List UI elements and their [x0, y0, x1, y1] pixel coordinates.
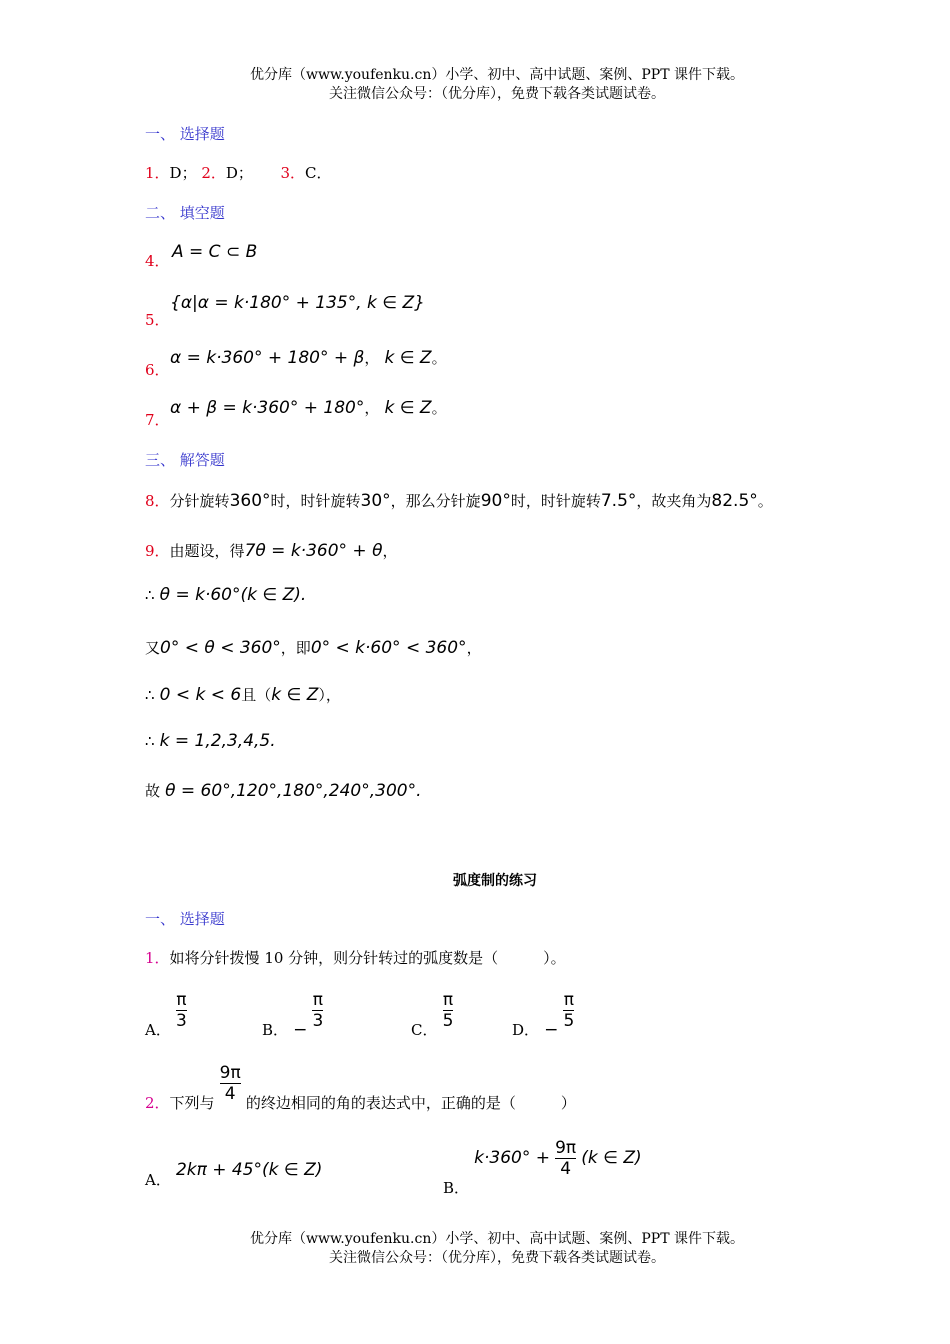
math: 90° [480, 491, 511, 511]
math: k·360° + [474, 1148, 550, 1168]
answer-value: D； [225, 164, 253, 182]
answer-value: C． [305, 164, 332, 182]
fraction-numerator: π [442, 990, 454, 1010]
option-c[interactable] [411, 990, 453, 1040]
fraction [555, 1138, 576, 1179]
answer-7-math-2: k ∈ Z [384, 398, 432, 418]
answer-7-math: α + β = k·360° + 180° [170, 398, 365, 418]
footer-line-2: 关注微信公众号：（优分库），免费下载各类试题试卷。 [329, 1250, 665, 1266]
question-number: 4． [145, 252, 170, 270]
text: ， [466, 639, 482, 657]
answers-choice [145, 162, 332, 183]
question-number: 2． [145, 1094, 170, 1112]
question-number: 7． [145, 411, 170, 429]
fraction [563, 990, 574, 1031]
answer-5-math: {α|α = k·180° + 135°, k ∈ Z} [170, 293, 425, 313]
answer-6 [170, 347, 447, 368]
math: 30° [360, 491, 391, 511]
text: 下列与 [169, 1094, 215, 1112]
end-mark: 。 [431, 399, 447, 417]
text: 分针旋转 [169, 492, 230, 510]
answer-8 [145, 490, 773, 511]
option-label: A． [145, 1171, 171, 1189]
separator: ， [364, 399, 380, 417]
option-a[interactable] [145, 990, 187, 1040]
math: θ = 60°,120°,180°,240°,300°. [165, 781, 422, 801]
answer-number: 1． [145, 164, 170, 182]
fraction-denominator: 4 [224, 1084, 236, 1104]
page-title: 弧度制的练习 [453, 873, 537, 889]
step-5 [145, 780, 422, 801]
fraction [312, 990, 323, 1031]
math: 7.5° [600, 491, 637, 511]
option-label: C． [411, 1021, 438, 1039]
question-number: 8． [145, 492, 170, 510]
answer-6-math-2: k ∈ Z [384, 348, 432, 368]
text: 由题设，得 [169, 542, 245, 560]
header-line-1: 优分库（www.youfenku.cn）小学、初中、高中试题、案例、PPT 课件下载。 [249, 67, 744, 83]
math: 2kπ + 45°(k ∈ Z) [175, 1160, 323, 1180]
question-2 [145, 1063, 576, 1113]
fraction-numerator: π [312, 990, 323, 1010]
fraction-denominator: 3 [312, 1011, 324, 1031]
text: ）， [318, 686, 341, 704]
text: 故 [145, 782, 161, 800]
step-3 [145, 684, 341, 705]
math: 0° < θ < 360° [160, 638, 281, 658]
math: k ∈ Z [271, 685, 319, 705]
footer-line-1: 优分库（www.youfenku.cn）小学、初中、高中试题、案例、PPT 课件下载。 [249, 1231, 744, 1247]
fraction-numerator: 9π [219, 1063, 241, 1083]
minus-sign: − [544, 1020, 559, 1040]
math: 0 < k < 6 [159, 685, 242, 705]
option-d[interactable] [512, 990, 574, 1040]
end-mark: 。 [431, 349, 447, 367]
question-number: 5． [145, 311, 170, 329]
text: ，即 [280, 639, 311, 657]
question-1 [145, 947, 566, 968]
text: ， [382, 542, 398, 560]
math: (k ∈ Z) [581, 1148, 642, 1168]
math: 360° [229, 491, 271, 511]
question-number: 6． [145, 361, 170, 379]
section-heading-choice-2: 一、 选择题 [145, 910, 225, 928]
fraction-denominator: 4 [560, 1159, 572, 1179]
separator: ， [364, 349, 380, 367]
step-1 [145, 585, 306, 605]
question-text: 如将分针拨慢 10 分钟，则分针转过的弧度数是（ ）。 [169, 949, 566, 967]
math: 7θ = k·360° + θ [244, 541, 383, 561]
math: k = 1,2,3,4,5. [159, 731, 276, 751]
answer-9 [145, 540, 398, 561]
question-number: 1． [145, 949, 170, 967]
therefore-symbol: ∴ [145, 586, 155, 604]
option-label: B． [262, 1021, 289, 1039]
option-label: D． [512, 1021, 540, 1039]
fraction-numerator: 9π [555, 1138, 577, 1158]
minus-sign: − [293, 1020, 308, 1040]
math: 82.5° [711, 491, 758, 511]
q2-option-b[interactable] [443, 1138, 642, 1198]
fraction-numerator: π [176, 990, 187, 1010]
option-label: A． [145, 1021, 171, 1039]
text: 又 [145, 639, 161, 657]
answer-7 [170, 397, 447, 418]
answer-6-math: α = k·360° + 180° + β [170, 348, 365, 368]
option-label: B． [443, 1179, 470, 1197]
math: θ = k·60°(k ∈ Z). [159, 585, 307, 605]
text: ，故夹角为 [636, 492, 712, 510]
fraction [220, 1063, 241, 1104]
header-line-2: 关注微信公众号：（优分库），免费下载各类试题试卷。 [329, 86, 665, 102]
fraction [176, 990, 187, 1031]
therefore-symbol: ∴ [145, 732, 155, 750]
fraction-denominator: 3 [175, 1011, 187, 1031]
fraction [443, 990, 454, 1031]
math: 0° < k·60° < 360° [310, 638, 467, 658]
step-2 [145, 637, 482, 658]
question-number: 9． [145, 542, 170, 560]
text: 。 [757, 492, 773, 510]
step-4 [145, 731, 276, 751]
text: 且（ [241, 686, 272, 704]
text: 时，时针旋转 [270, 492, 361, 510]
question-text: 的终边相同的角的表达式中，正确的是（ ） [245, 1094, 576, 1112]
answer-number: 3． [280, 164, 306, 182]
section-heading-solve: 三、 解答题 [145, 451, 225, 469]
fraction-denominator: 5 [563, 1011, 575, 1031]
option-b[interactable] [262, 990, 323, 1040]
q2-option-a[interactable] [145, 1160, 322, 1190]
answer-number: 2． [201, 164, 226, 182]
section-heading-choice: 一、 选择题 [145, 125, 225, 143]
fraction-numerator: π [563, 990, 574, 1010]
text: 时，时针旋转 [510, 492, 601, 510]
answer-value: D； [169, 164, 197, 182]
therefore-symbol: ∴ [145, 686, 155, 704]
text: ，那么分针旋 [390, 492, 481, 510]
answer-4-math: A = C ⊂ B [172, 242, 258, 262]
fraction-denominator: 5 [442, 1011, 454, 1031]
section-heading-fill: 二、 填空题 [145, 204, 225, 222]
